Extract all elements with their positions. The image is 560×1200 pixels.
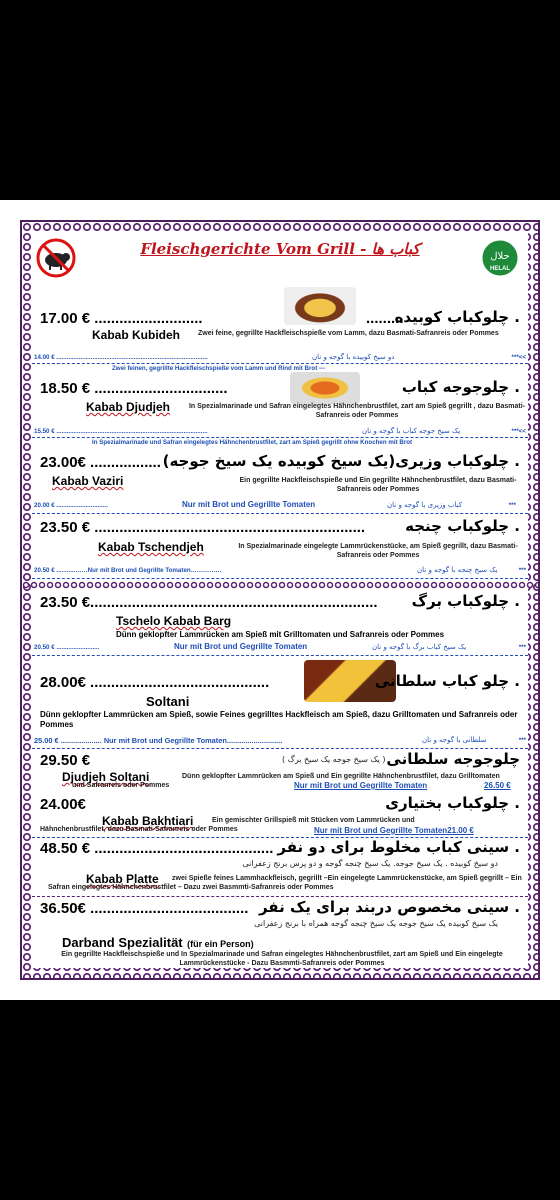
alt-desc-bakhtiari: Nur mit Brot und Gegrillte Tomaten21.00 € bbox=[314, 826, 474, 835]
alt-mark: *** bbox=[518, 737, 526, 744]
price-vaziri: 23.00€ ................. bbox=[40, 454, 161, 471]
fa-desc-darband: یک سیخ کوبیده یک سیخ جوجه یک سیخ چنجه گوجه همراه با برنج زعفرانی bbox=[254, 919, 498, 928]
name-platte: Kabab Platte bbox=[86, 872, 159, 886]
alt-price-djudjeh: 15.50 € ........................................................................................ bbox=[34, 428, 208, 435]
alt-price-tschendjeh: 20.50 € ...........……Nur mit Brot und Gegrillte Tomaten…………… bbox=[34, 567, 222, 574]
price-platte: 48.50 € ........................................... bbox=[40, 840, 274, 857]
svg-text:حلال: حلال bbox=[490, 251, 510, 262]
fa-desc-platte: دو سیخ کوبیده . یک سیخ جوجه. یک سیخ چنجه گوجه و دو پرس برنج زعفرانی bbox=[242, 859, 498, 868]
alt-mark: ***<< bbox=[511, 354, 526, 361]
alt-mark: *** bbox=[518, 567, 526, 574]
name-tschendjeh: Kabab Tschendjeh bbox=[98, 540, 204, 554]
alt-fa-kubideh: دو سیخ کوبیده با گوجه و نان bbox=[312, 353, 395, 361]
name-vaziri: Kabab Vaziri bbox=[52, 474, 124, 488]
name-kubideh: Kabab Kubideh bbox=[92, 328, 181, 342]
alt-mark: *** bbox=[508, 502, 516, 509]
price-djudjeh-soltani: 29.50 € bbox=[40, 752, 91, 769]
section-divider bbox=[22, 581, 538, 589]
fa-title-vaziri: . چلوکباب وزیری(یک سیخ کوبیده یک سیخ جوجه) bbox=[162, 452, 520, 470]
alt-price-barg: 20.50 € ......................... bbox=[34, 644, 100, 651]
desc-djudjeh-soltani: Dünn geklopfter Lammrücken am Spieß und Ein gegrillte Hähnchenbrustfilet, dazu Grilltomaten und Safranreis oder Pommes bbox=[72, 773, 500, 789]
fa-title-soltani: . چلو کباب سلطانی bbox=[374, 672, 520, 690]
price-djudjeh: 18.50 € ................................ bbox=[40, 380, 228, 397]
alt-fa-tschendjeh: یک سیخ چنجه با گوجه و نان bbox=[417, 566, 498, 574]
fa-title-bakhtiari: . چلوکباب بختیاری bbox=[385, 794, 520, 812]
alt-fa-soltani: سلطانی با گوجه و نان bbox=[422, 736, 487, 744]
price-bakhtiari: 24.00€ bbox=[40, 796, 86, 813]
alt-desc-djudjeh-soltani: Nur mit Brot und Gegrillte Tomaten bbox=[294, 781, 428, 790]
price-kubideh: 17.00 € .......................... bbox=[40, 310, 203, 327]
desc-soltani: Dünn geklopfter Lammrücken am Spieß, sowie Feines gegrilltes Hackfleisch am Spieß, dazu Grilltomaten und Safranreis oder Pommes bbox=[40, 710, 518, 729]
alt-fa-vaziri: کباب وزیری با گوجه و نان bbox=[387, 501, 463, 509]
price-soltani: 28.00€ ........................................... bbox=[40, 674, 270, 691]
name-note-darband: (für ein Person) bbox=[187, 939, 254, 949]
alt-price-kubideh: 14.00 € ........................................................................................ bbox=[34, 354, 208, 361]
alt-price-vaziri: 20.00 € .............................. bbox=[34, 502, 108, 509]
decorative-frame bbox=[20, 220, 540, 980]
desc-platte: zwei Spieße feines Lammhackfleisch, gegrillt –Ein eingelegte Lammrückenstücke, am Spieß gegrillt – Ein Safran eingelegtes Hähnchenbrustfilet – Dazu zwei Basmmti-Safranreis oder Pommes bbox=[48, 875, 522, 891]
desc-barg: Dünn geklopfter Lammrücken am Spieß mit Grilltomaten und Safranreis oder Pommes bbox=[115, 630, 445, 639]
name-djudjeh: Kabab Djudjeh bbox=[86, 400, 171, 414]
desc-kubideh: Zwei feine, gegrillte Hackfleischspieße vom Lamm, dazu Basmati-Safranreis oder Pommes bbox=[198, 330, 499, 337]
price-darband: 36.50€ ...................................... bbox=[40, 900, 249, 917]
alt-desc-kubideh: Zwei feinen, gegrillte Hackfleischspieße vom Lamm und Rind mit Brot --- bbox=[112, 365, 326, 372]
desc-bakhtiari: Ein gemischter Grillspieß mit Stücken vom Lammrücken und Hähnchenbrustfilet, dazu Basmati-Safranreis oder Pommes bbox=[40, 817, 415, 833]
fa-title-darband: . سینی مخصوص دربند برای یک نفر bbox=[258, 898, 520, 916]
alt-desc-barg: Nur mit Brot und Gegrillte Tomaten bbox=[174, 642, 308, 651]
desc-vaziri: Ein gegrillte Hackfleischspieße und Ein gegrillte Hähnchenbrustfilet, dazu Basmati-Safranreis oder Pommes bbox=[239, 477, 517, 493]
alt-desc-djudjeh: In Spezialmarinade und Safran eingelegtes Hähnchenbrustfilet, zart am Spieß gegrillt ohne Knochen mit Brot bbox=[92, 439, 413, 446]
alt-desc-vaziri: Nur mit Brot und Gegrillte Tomaten bbox=[182, 500, 316, 509]
alt-mark: ***<< bbox=[511, 428, 526, 435]
desc-tschendjeh: In Spezialmarinade eingelegte Lammrückenstücke, am Spieß gegrillt, dazu Basmati-Safranreis oder Pommes bbox=[238, 543, 518, 559]
desc-djudjeh: In Spezialmarinade und Safran eingelegtes Hähnchenbrustfilet, zart am Spieß gegrillt , dazu Basmati-Safranreis oder Pommes bbox=[188, 403, 526, 419]
fa-title-djudjeh-soltani: چلوجوجه سلطانی bbox=[386, 750, 520, 768]
alt-fa-barg: یک سیخ کباب برگ با گوجه و نان bbox=[372, 643, 467, 651]
menu-content bbox=[32, 232, 528, 968]
name-barg: Tschelo Kabab Barg bbox=[116, 614, 232, 628]
fa-title-tschendjeh: . چلوکباب چنجه bbox=[405, 517, 520, 535]
name-djudjeh-soltani: Djudjeh Soltani bbox=[62, 770, 150, 784]
alt-price-soltani: 25.00 € .................... Nur mit Brot und Gegrillte Tomaten........................... bbox=[34, 736, 283, 745]
food-photo-djudjeh bbox=[290, 372, 360, 404]
menu-page bbox=[0, 200, 560, 1000]
food-photo-kubideh bbox=[284, 287, 356, 325]
alt-fa-djudjeh: یک سیخ جوجه کباب با گوجه و نان bbox=[362, 427, 461, 435]
fa-title-barg: . چلوکباب برگ bbox=[411, 592, 520, 610]
name-darband: Darband Spezialität bbox=[62, 935, 183, 950]
fa-note-djudjeh-soltani: ( یک سیخ جوجه یک سیخ برگ ) bbox=[282, 755, 386, 764]
svg-text:HELAL: HELAL bbox=[490, 266, 510, 272]
name-bakhtiari: Kabab Bakhtiari bbox=[102, 814, 194, 828]
name-soltani: Soltani bbox=[146, 694, 190, 709]
desc-darband: Ein gegrillte Hackfleischspieße und In Spezialmarinade und Safran eingelegtes Hähnchenbrustfilet, zart am Spieß und Ein eingelegte Lammrückenstücke - Dazu Basmmti-Safranreis oder Pommes bbox=[61, 951, 503, 967]
fa-title-djudjeh: . چلوجوجه کباب bbox=[401, 378, 520, 396]
alt-mark: *** bbox=[518, 644, 526, 651]
price-barg: 23.50 €..................................................................... bbox=[40, 594, 378, 611]
halal-badge-icon bbox=[480, 238, 520, 278]
dots: ......... bbox=[366, 310, 404, 327]
fa-title-kubideh: . چلوکباب کوبیده bbox=[394, 308, 520, 326]
menu-title: Fleischgerichte Vom Grill - کباب ها bbox=[140, 240, 420, 258]
alt-price-djudjeh-soltani: 26.50 € bbox=[484, 781, 511, 790]
fa-title-platte: . سینی کباب مخلوط برای دو نفر bbox=[277, 838, 520, 856]
price-tschendjeh: 23.50 € ................................................................. bbox=[40, 519, 366, 536]
